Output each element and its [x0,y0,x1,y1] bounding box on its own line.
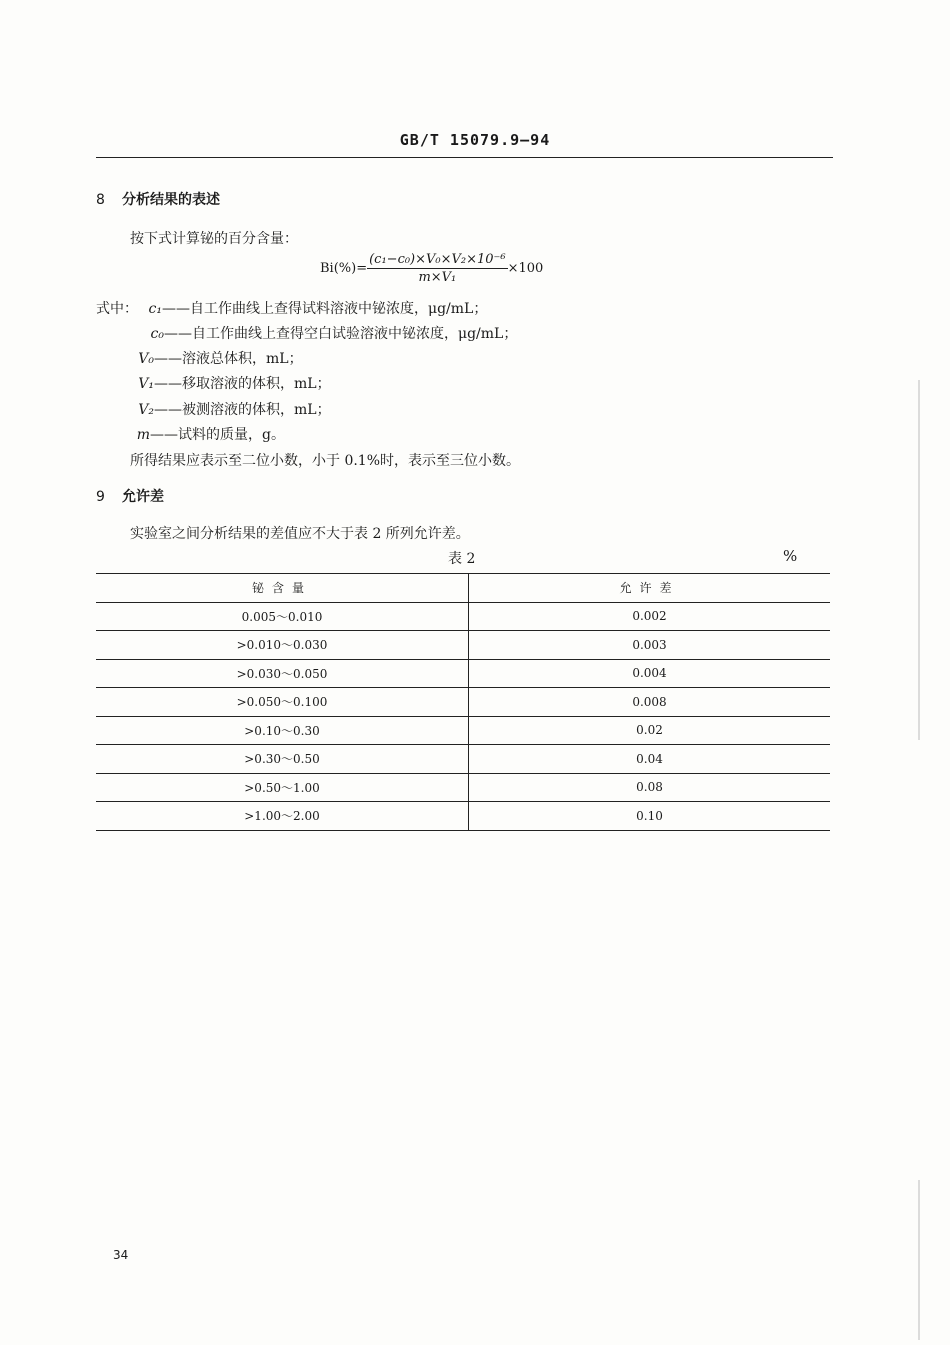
definition-dash: —— [150,427,178,443]
definition-row [130,373,331,393]
formula-denominator: m×V₁ [418,270,457,285]
bismuth-content-cell: >1.00～2.00 [96,802,469,831]
section-9-heading [96,486,164,506]
section-8-title: 分析结果的表述 [122,192,220,208]
table-row [96,602,830,631]
standard-code-header: GB/T 15079.9—94 [399,131,551,149]
tolerance-cell: 0.008 [469,688,831,717]
definition-dash: —— [154,351,182,367]
bismuth-formula [320,252,543,285]
table-header-row [96,574,830,603]
definition-row [130,399,331,419]
section-8-number: 8 [96,192,105,208]
definition-text: 试料的质量，g。 [178,427,285,443]
table-unit: % [783,547,798,565]
table-row [96,773,830,802]
section-9-number: 9 [96,489,105,505]
definition-text: 自工作曲线上查得空白试验溶液中铋浓度，μg/mL； [192,326,518,342]
definition-row [130,323,517,343]
header-rule [96,157,833,158]
definition-symbol: V₂ [138,402,154,418]
definition-dash: —— [164,326,192,342]
definition-text: 被测溶液的体积，mL； [182,402,331,418]
bismuth-content-cell: >0.050～0.100 [96,688,469,717]
section-9-intro: 实验室之间分析结果的差值应不大于表 2 所列允许差。 [130,526,470,542]
definition-symbol: c₁ [148,301,162,317]
tolerance-cell: 0.003 [469,631,831,660]
definition-text: 自工作曲线上查得试料溶液中铋浓度，μg/mL； [190,301,488,317]
column-header-tolerance: 允许差 [469,574,831,603]
definition-symbol: V₁ [138,376,154,392]
definition-symbol: c₀ [150,326,164,342]
scan-edge-artifact [918,380,920,740]
scan-edge-artifact [918,1180,920,1340]
tolerance-cell: 0.02 [469,716,831,745]
table-row [96,745,830,774]
tolerance-cell: 0.002 [469,602,831,631]
tolerance-cell: 0.08 [469,773,831,802]
tolerance-cell: 0.10 [469,802,831,831]
table-row [96,688,830,717]
table-row [96,631,830,660]
bismuth-content-cell: >0.030～0.050 [96,659,469,688]
definition-row [130,424,285,444]
bismuth-content-cell: >0.30～0.50 [96,745,469,774]
table-row [96,802,830,831]
formula-lhs: Bi(%)= [320,261,368,276]
definition-dash: —— [154,376,182,392]
tolerance-cell: 0.04 [469,745,831,774]
bismuth-content-cell: >0.010～0.030 [96,631,469,660]
tolerance-cell: 0.004 [469,659,831,688]
definition-dash: —— [154,402,182,418]
permissible-difference-table [96,573,830,831]
definition-symbol: V₀ [138,351,154,367]
table-caption: 表 2 [448,551,476,567]
where-label: 式中： [96,301,138,317]
section-8-heading [96,189,220,209]
definition-symbol: m [136,427,150,443]
formula-fraction [367,252,508,285]
column-header-bismuth-content: 铋含量 [96,574,469,603]
page-number: 34 [113,1248,129,1262]
bismuth-content-cell: 0.005～0.010 [96,602,469,631]
definition-row [96,298,487,318]
bismuth-content-cell: >0.10～0.30 [96,716,469,745]
table-row [96,716,830,745]
section-9-title: 允许差 [122,489,164,505]
definition-text: 移取溶液的体积，mL； [182,376,331,392]
section-8-intro: 按下式计算铋的百分含量： [130,231,298,247]
definition-row [130,348,303,368]
result-precision-note: 所得结果应表示至二位小数，小于 0.1%时，表示至三位小数。 [130,453,521,469]
table-row [96,659,830,688]
formula-numerator: (c₁−c₀)×V₀×V₂×10⁻⁶ [369,252,506,267]
bismuth-content-cell: >0.50～1.00 [96,773,469,802]
definition-text: 溶液总体积，mL； [182,351,303,367]
formula-multiplier: ×100 [507,261,544,276]
definition-dash: —— [162,301,190,317]
